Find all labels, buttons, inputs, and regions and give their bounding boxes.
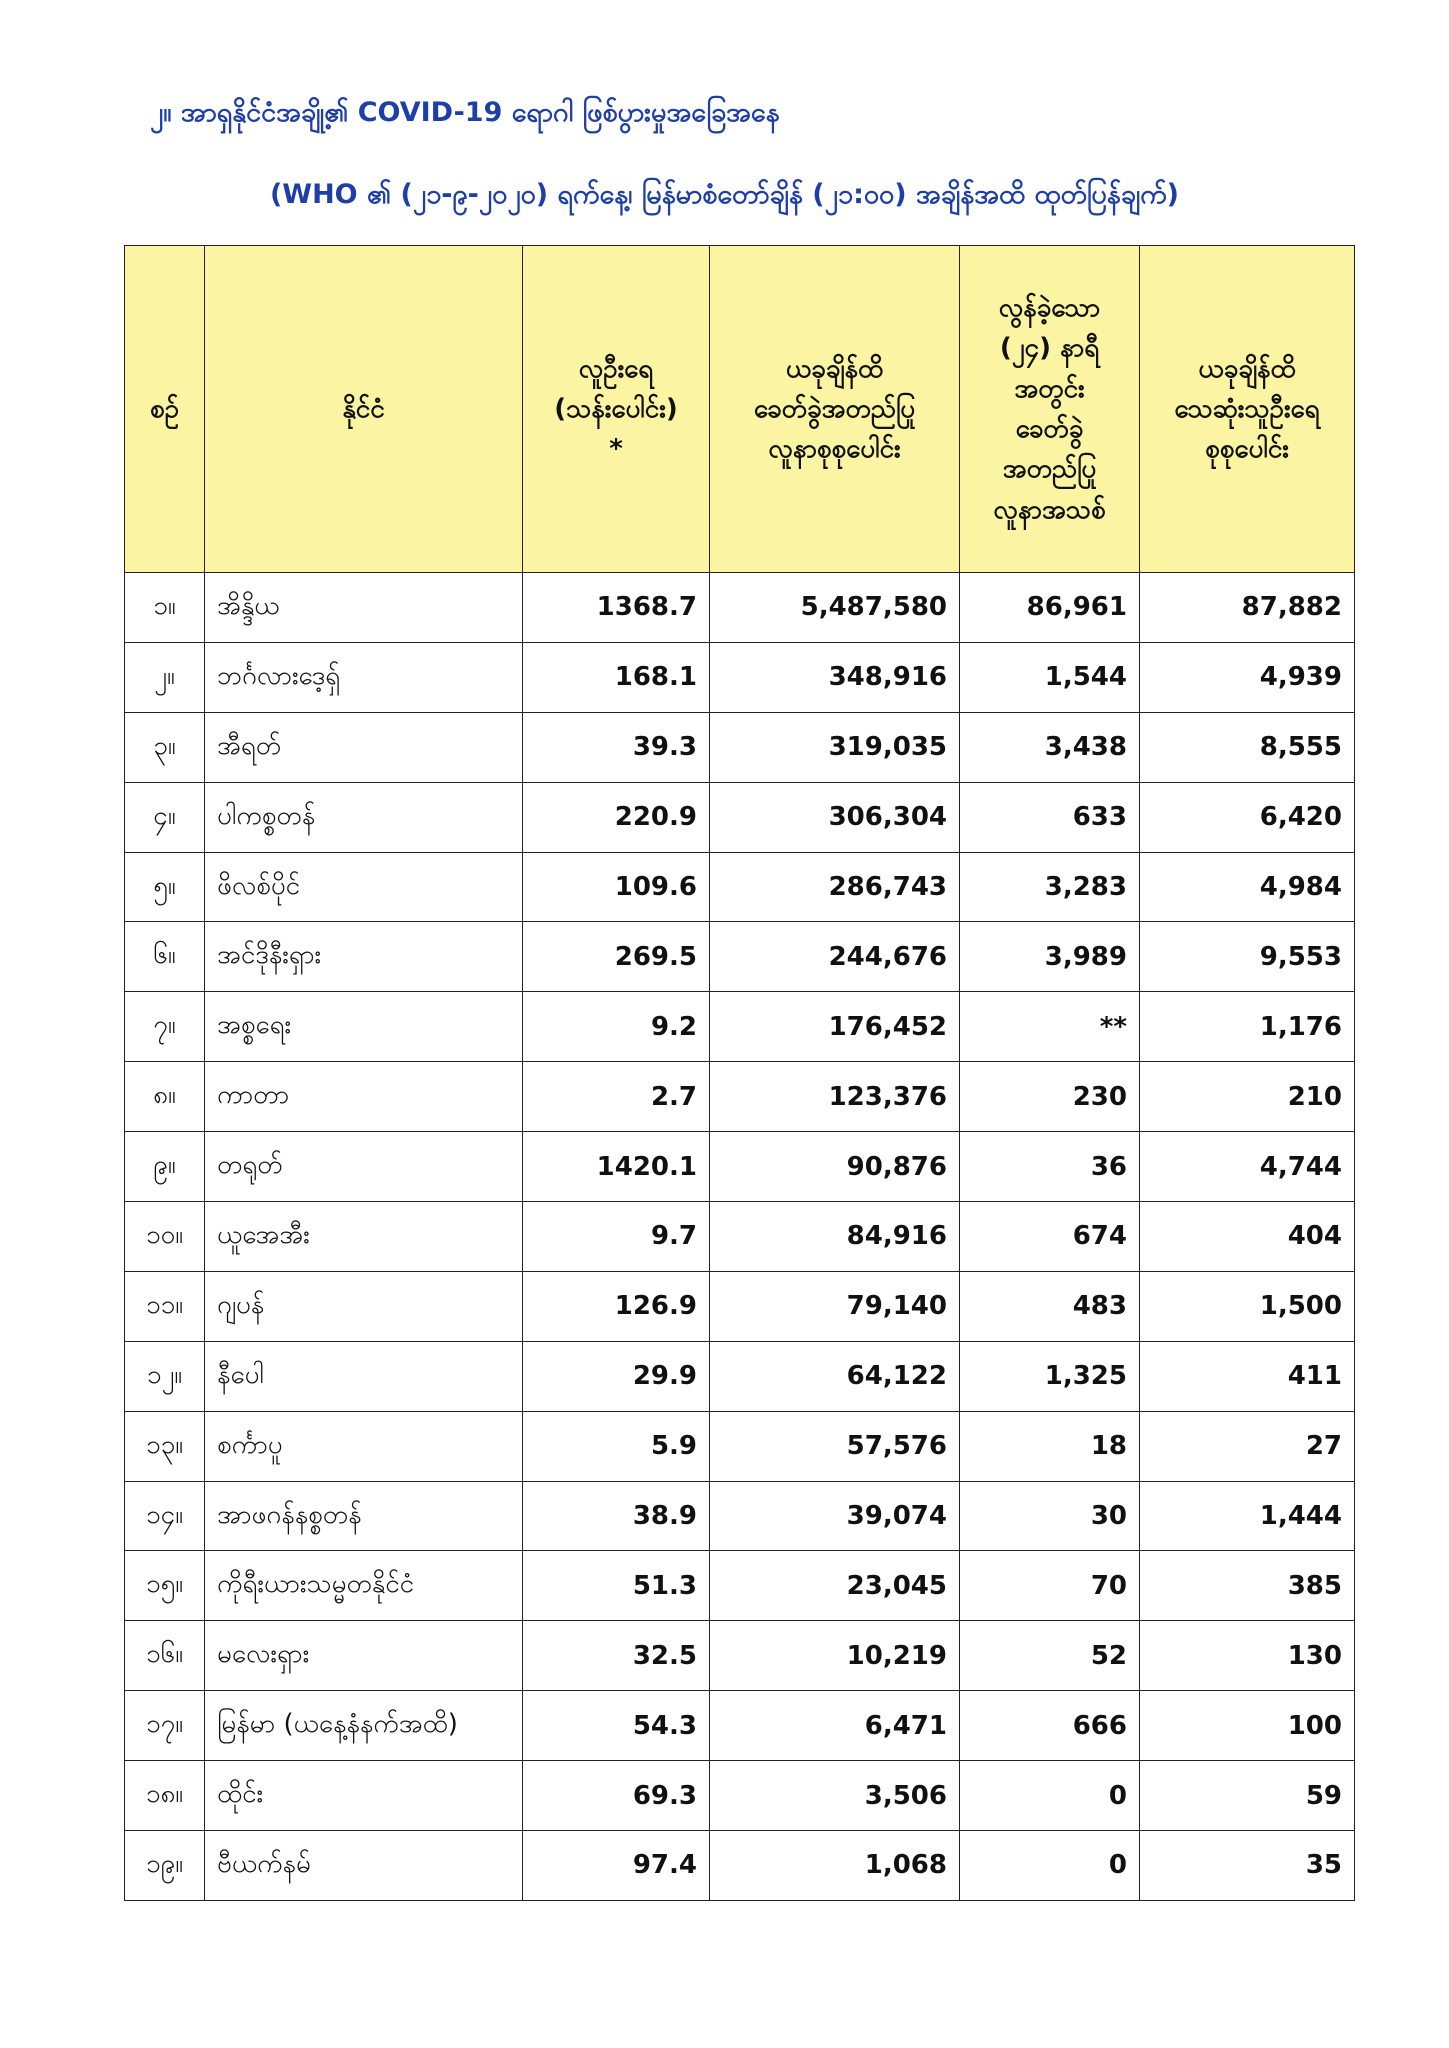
table-row: [125, 1481, 1355, 1551]
table-row: [125, 1202, 1355, 1272]
deaths-cell: 9,553: [1140, 922, 1355, 992]
serial-cell: ၁၂။: [125, 1341, 205, 1411]
population-cell: 97.4: [523, 1831, 710, 1901]
new-cases-cell: 18: [960, 1411, 1140, 1481]
new-cases-cell: 70: [960, 1551, 1140, 1621]
country-cell: တရုတ်: [205, 1132, 523, 1202]
total-cases-cell: 123,376: [710, 1062, 960, 1132]
deaths-cell: 87,882: [1140, 573, 1355, 643]
table-body: [125, 573, 1355, 1901]
new-cases-cell: 86,961: [960, 573, 1140, 643]
deaths-cell: 6,420: [1140, 782, 1355, 852]
deaths-cell: 100: [1140, 1691, 1355, 1761]
population-cell: 32.5: [523, 1621, 710, 1691]
country-cell: ထိုင်း: [205, 1761, 523, 1831]
new-cases-cell: 674: [960, 1202, 1140, 1272]
deaths-cell: 1,500: [1140, 1271, 1355, 1341]
header-new-cases-line: ခေတ်ခွဲ: [1015, 414, 1084, 444]
total-cases-cell: 10,219: [710, 1621, 960, 1691]
country-cell: ယူအေအီး: [205, 1202, 523, 1272]
total-cases-cell: 1,068: [710, 1831, 960, 1901]
document-title: ၂။ အာရှနိုင်ငံအချို့၏ COVID-19 ရောဂါ ဖြစ်ပွားမှုအခြေအနေ: [150, 97, 780, 128]
table-row: [125, 1132, 1355, 1202]
total-cases-cell: 57,576: [710, 1411, 960, 1481]
population-cell: 220.9: [523, 782, 710, 852]
deaths-cell: 4,984: [1140, 852, 1355, 922]
new-cases-cell: 0: [960, 1831, 1140, 1901]
table-row: [125, 642, 1355, 712]
table-row: [125, 782, 1355, 852]
serial-cell: ၅။: [125, 852, 205, 922]
population-cell: 1368.7: [523, 573, 710, 643]
serial-cell: ၁၅။: [125, 1551, 205, 1621]
table-row: [125, 573, 1355, 643]
table-row: [125, 852, 1355, 922]
table-row: [125, 1621, 1355, 1691]
population-cell: 38.9: [523, 1481, 710, 1551]
deaths-cell: 404: [1140, 1202, 1355, 1272]
deaths-cell: 130: [1140, 1621, 1355, 1691]
new-cases-cell: 30: [960, 1481, 1140, 1551]
deaths-cell: 27: [1140, 1411, 1355, 1481]
country-cell: အင်ဒိုနီးရှား: [205, 922, 523, 992]
new-cases-cell: 36: [960, 1132, 1140, 1202]
table-header: [125, 246, 1355, 573]
header-new-cases-line: အတည်ပြု: [1002, 454, 1097, 485]
new-cases-cell: 0: [960, 1761, 1140, 1831]
country-cell: ကိုရီးယားသမ္မတနိုင်ငံ: [205, 1551, 523, 1621]
population-cell: 2.7: [523, 1062, 710, 1132]
header-deaths: [1140, 246, 1355, 573]
covid-stats-table: [124, 245, 1355, 1901]
deaths-cell: 4,744: [1140, 1132, 1355, 1202]
deaths-cell: 35: [1140, 1831, 1355, 1901]
deaths-cell: 1,444: [1140, 1481, 1355, 1551]
header-deaths-line: သေဆုံးသူဦးရေ: [1174, 393, 1320, 424]
serial-cell: ၄။: [125, 782, 205, 852]
country-cell: စင်္ကာပူ: [205, 1411, 523, 1481]
population-cell: 9.2: [523, 992, 710, 1062]
header-total-cases-line: ခေတ်ခွဲအတည်ပြု: [753, 393, 916, 424]
serial-cell: ၂။: [125, 642, 205, 712]
new-cases-cell: 3,283: [960, 852, 1140, 922]
serial-cell: ၁၆။: [125, 1621, 205, 1691]
header-new-cases-line: အတွင်း: [1014, 373, 1085, 404]
table-row: [125, 1551, 1355, 1621]
total-cases-cell: 286,743: [710, 852, 960, 922]
country-cell: ပါကစ္စတန်: [205, 782, 523, 852]
header-total-cases-line: လူနာစုစုပေါင်း: [768, 434, 901, 465]
total-cases-cell: 23,045: [710, 1551, 960, 1621]
header-serial: စဉ်: [125, 246, 205, 573]
table-row: [125, 1831, 1355, 1901]
serial-cell: ၆။: [125, 922, 205, 992]
document-subtitle: (WHO ၏ (၂၁-၉-၂၀၂၀) ရက်နေ့၊ မြန်မာစံတော်ချိန် (၂၁:၀၀) အချိန်အထိ ထုတ်ပြန်ချက်): [269, 179, 1180, 210]
serial-cell: ၈။: [125, 1062, 205, 1132]
deaths-cell: 4,939: [1140, 642, 1355, 712]
new-cases-cell: 3,989: [960, 922, 1140, 992]
serial-cell: ၁။: [125, 573, 205, 643]
table-row: [125, 712, 1355, 782]
serial-cell: ၉။: [125, 1132, 205, 1202]
table-row: [125, 992, 1355, 1062]
population-cell: 9.7: [523, 1202, 710, 1272]
deaths-cell: 8,555: [1140, 712, 1355, 782]
total-cases-cell: 84,916: [710, 1202, 960, 1272]
new-cases-cell: 666: [960, 1691, 1140, 1761]
country-cell: မြန်မာ (ယနေ့နံနက်အထိ): [205, 1691, 523, 1761]
population-cell: 29.9: [523, 1341, 710, 1411]
total-cases-cell: 90,876: [710, 1132, 960, 1202]
header-total-cases-line: ယခုချိန်ထိ: [785, 353, 884, 384]
serial-cell: ၁၁။: [125, 1271, 205, 1341]
table-row: [125, 922, 1355, 992]
new-cases-cell: **: [960, 992, 1140, 1062]
population-cell: 109.6: [523, 852, 710, 922]
header-new-cases-line: လူနာအသစ်: [993, 494, 1106, 525]
header-new-cases: [960, 246, 1140, 573]
new-cases-cell: 633: [960, 782, 1140, 852]
country-cell: အာဖဂန်နစ္စတန်: [205, 1481, 523, 1551]
deaths-cell: 210: [1140, 1062, 1355, 1132]
header-country: နိုင်ငံ: [205, 246, 523, 573]
serial-cell: ၁၈။: [125, 1761, 205, 1831]
serial-cell: ၁၉။: [125, 1831, 205, 1901]
serial-cell: ၁၃။: [125, 1411, 205, 1481]
country-cell: ဗီယက်နမ်: [205, 1831, 523, 1901]
total-cases-cell: 244,676: [710, 922, 960, 992]
population-cell: 54.3: [523, 1691, 710, 1761]
header-population-line: *: [609, 434, 623, 465]
country-cell: ဂျပန်: [205, 1271, 523, 1341]
population-cell: 5.9: [523, 1411, 710, 1481]
country-cell: အိန္ဒိယ: [205, 573, 523, 643]
total-cases-cell: 5,487,580: [710, 573, 960, 643]
header-total-cases: [710, 246, 960, 573]
header-population: [523, 246, 710, 573]
deaths-cell: 59: [1140, 1761, 1355, 1831]
population-cell: 126.9: [523, 1271, 710, 1341]
new-cases-cell: 1,325: [960, 1341, 1140, 1411]
total-cases-cell: 348,916: [710, 642, 960, 712]
population-cell: 69.3: [523, 1761, 710, 1831]
deaths-cell: 1,176: [1140, 992, 1355, 1062]
new-cases-cell: 52: [960, 1621, 1140, 1691]
population-cell: 269.5: [523, 922, 710, 992]
header-deaths-line: ယခုချိန်ထိ: [1198, 353, 1296, 384]
header-population-line: လူဦးရေ: [578, 353, 654, 384]
total-cases-cell: 64,122: [710, 1341, 960, 1411]
table-row: [125, 1271, 1355, 1341]
population-cell: 168.1: [523, 642, 710, 712]
serial-cell: ၁၇။: [125, 1691, 205, 1761]
country-cell: အစ္စရေး: [205, 992, 523, 1062]
table-row: [125, 1691, 1355, 1761]
country-cell: နီပေါ: [205, 1341, 523, 1411]
serial-cell: ၇။: [125, 992, 205, 1062]
total-cases-cell: 79,140: [710, 1271, 960, 1341]
new-cases-cell: 230: [960, 1062, 1140, 1132]
country-cell: ဖိလစ်ပိုင်: [205, 852, 523, 922]
new-cases-cell: 1,544: [960, 642, 1140, 712]
country-cell: အီရတ်: [205, 712, 523, 782]
total-cases-cell: 306,304: [710, 782, 960, 852]
total-cases-cell: 176,452: [710, 992, 960, 1062]
new-cases-cell: 483: [960, 1271, 1140, 1341]
header-population-line: (သန်းပေါင်း): [554, 393, 678, 424]
serial-cell: ၁၄။: [125, 1481, 205, 1551]
serial-cell: ၃။: [125, 712, 205, 782]
country-cell: မလေးရှား: [205, 1621, 523, 1691]
population-cell: 51.3: [523, 1551, 710, 1621]
table-row: [125, 1062, 1355, 1132]
total-cases-cell: 3,506: [710, 1761, 960, 1831]
total-cases-cell: 319,035: [710, 712, 960, 782]
deaths-cell: 385: [1140, 1551, 1355, 1621]
header-new-cases-line: လွန်ခဲ့သော: [998, 293, 1101, 324]
total-cases-cell: 6,471: [710, 1691, 960, 1761]
table-row: [125, 1341, 1355, 1411]
table-row: [125, 1411, 1355, 1481]
serial-cell: ၁၀။: [125, 1202, 205, 1272]
deaths-cell: 411: [1140, 1341, 1355, 1411]
header-deaths-line: စုစုပေါင်း: [1205, 434, 1289, 465]
total-cases-cell: 39,074: [710, 1481, 960, 1551]
new-cases-cell: 3,438: [960, 712, 1140, 782]
country-cell: ကာတာ: [205, 1062, 523, 1132]
header-new-cases-line: (၂၄) နာရီ: [999, 333, 1100, 364]
country-cell: ဘင်္ဂလားဒေ့ရှ်: [205, 642, 523, 712]
population-cell: 1420.1: [523, 1132, 710, 1202]
table-row: [125, 1761, 1355, 1831]
population-cell: 39.3: [523, 712, 710, 782]
